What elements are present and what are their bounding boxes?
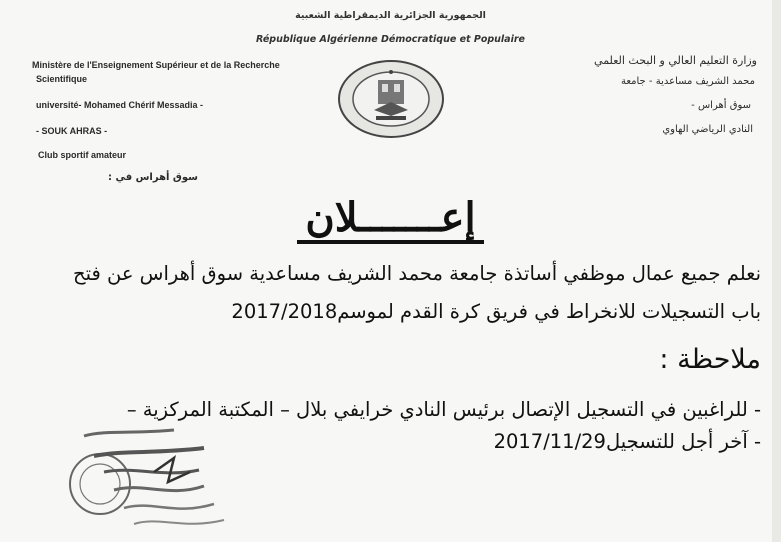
republic-title-fr: République Algérienne Démocratique et Populaire <box>256 34 525 45</box>
announcement-title <box>0 196 781 244</box>
body-line-2: باب التسجيلات للانخراط في فريق كرة القدم لموسم2017/2018 <box>231 300 761 323</box>
note-item-2: - آخر أجل للتسجيل2017/11/29 <box>493 430 761 453</box>
body-line-1: نعلم جميع عمال موظفي أساتذة جامعة محمد الشريف مساعدية سوق أهراس عن فتح <box>73 262 761 285</box>
ministry-fr-line1: Ministère de l'Enseignement Supérieur et de la Recherche <box>32 60 280 70</box>
club-stamp <box>64 412 234 542</box>
club-ar: النادي الرياضي الهاوي <box>662 124 753 135</box>
ministry-ar: وزارة التعليم العالي و البحث العلمي <box>594 54 757 67</box>
city-fr: - SOUK AHRAS - <box>36 126 108 136</box>
university-fr: université- Mohamed Chérif Messadia - <box>36 100 204 110</box>
republic-title-ar: الجمهورية الجزائرية الديمقراطية الشعبية <box>295 10 486 21</box>
note-item-1: - للراغبين في التسجيل الإتصال برئيس النادي خرايفي بلال – المكتبة المركزية – <box>126 398 761 421</box>
city-ar: سوق أهراس - <box>691 100 751 111</box>
university-logo <box>336 58 446 140</box>
announcement-title-text: إعـــــــلان <box>297 196 483 244</box>
university-ar: محمد الشريف مساعدية - جامعة <box>620 76 755 87</box>
club-fr: Club sportif amateur <box>38 150 127 160</box>
date-line: سوق أهراس في : <box>108 172 198 183</box>
ministry-fr-line2: Scientifique <box>36 74 88 84</box>
note-label: ملاحظة : <box>659 344 761 375</box>
scan-edge <box>772 0 781 542</box>
